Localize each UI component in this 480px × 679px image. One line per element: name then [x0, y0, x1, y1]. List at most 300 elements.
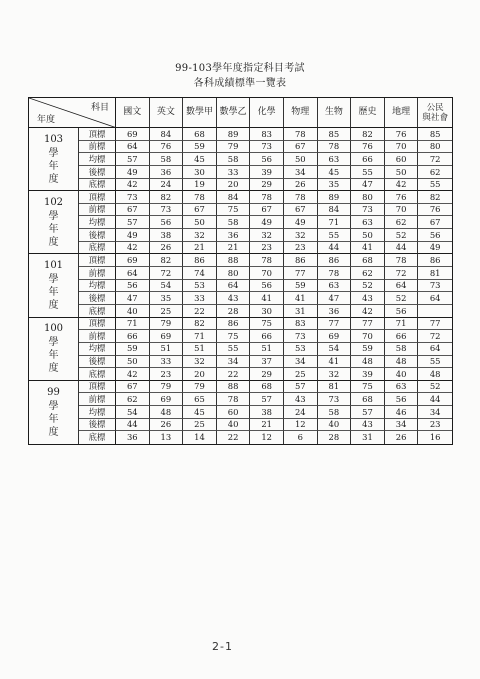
score-cell: 32: [183, 229, 217, 242]
score-standards-table: [28, 97, 453, 445]
score-cell: 84: [150, 128, 184, 141]
score-cell: 56: [250, 153, 284, 166]
year-label: [29, 381, 79, 444]
score-cell: 73: [250, 141, 284, 154]
score-cell: 79: [150, 381, 184, 394]
score-cell: 42: [385, 179, 419, 192]
score-cell: 43: [351, 419, 385, 432]
score-cell: 24: [284, 406, 318, 419]
standard-label: 前標: [79, 204, 116, 217]
score-cell: 77: [418, 318, 452, 331]
score-cell: 78: [284, 191, 318, 204]
score-cell: 55: [418, 356, 452, 369]
standard-label: 均標: [79, 280, 116, 293]
score-cell: 66: [116, 330, 150, 343]
score-cell: 67: [284, 141, 318, 154]
score-cell: 66: [250, 330, 284, 343]
score-cell: 41: [284, 292, 318, 305]
score-cell: 63: [351, 216, 385, 229]
subject-header: 生物: [318, 98, 352, 128]
score-cell: 75: [217, 330, 251, 343]
score-cell: 82: [150, 191, 184, 204]
score-cell: 26: [385, 431, 419, 444]
score-cell: 36: [116, 431, 150, 444]
score-cell: 42: [116, 368, 150, 381]
score-cell: 49: [116, 229, 150, 242]
year-label-char: 度: [48, 173, 59, 185]
score-cell: 23: [250, 242, 284, 255]
score-cell: 82: [418, 191, 452, 204]
score-cell: 57: [116, 153, 150, 166]
score-cell: 72: [150, 267, 184, 280]
score-cell: 63: [318, 280, 352, 293]
score-cell: 40: [318, 419, 352, 432]
score-cell: 21: [250, 419, 284, 432]
standard-label: 前標: [79, 141, 116, 154]
score-cell: 50: [385, 166, 419, 179]
score-cell: 70: [385, 204, 419, 217]
score-cell: 82: [150, 254, 184, 267]
standard-label: 均標: [79, 343, 116, 356]
score-cell: 50: [183, 216, 217, 229]
score-cell: 52: [385, 292, 419, 305]
score-cell: 57: [116, 216, 150, 229]
score-cell: 52: [418, 381, 452, 394]
score-cell: 28: [318, 431, 352, 444]
score-cell: 58: [217, 216, 251, 229]
score-cell: 78: [217, 393, 251, 406]
year-label-char: 年: [48, 413, 59, 425]
score-cell: 69: [116, 128, 150, 141]
score-cell: 62: [418, 166, 452, 179]
score-cell: 57: [250, 393, 284, 406]
score-cell: 20: [217, 179, 251, 192]
year-label-char: 度: [48, 426, 59, 438]
score-cell: 42: [116, 179, 150, 192]
score-cell: 54: [318, 343, 352, 356]
score-cell: 76: [418, 204, 452, 217]
score-cell: 78: [250, 191, 284, 204]
score-cell: 34: [385, 419, 419, 432]
score-cell: 56: [418, 229, 452, 242]
score-cell: 56: [116, 280, 150, 293]
score-cell: 88: [217, 254, 251, 267]
score-cell: 64: [116, 267, 150, 280]
score-cell: 63: [318, 153, 352, 166]
score-cell: 40: [116, 305, 150, 318]
score-cell: 41: [351, 242, 385, 255]
score-cell: 33: [150, 356, 184, 369]
document-title: 99-103學年度指定科目考試: [175, 63, 305, 74]
year-number: 101: [43, 259, 64, 271]
standard-label: 頂標: [79, 381, 116, 394]
score-cell: 36: [217, 229, 251, 242]
score-cell: 23: [150, 368, 184, 381]
score-cell: 12: [284, 419, 318, 432]
standard-label: 底標: [79, 179, 116, 192]
score-cell: 76: [150, 141, 184, 154]
score-cell: 67: [284, 204, 318, 217]
score-cell: 75: [217, 204, 251, 217]
score-cell: 55: [418, 179, 452, 192]
score-cell: 78: [284, 128, 318, 141]
score-cell: 35: [318, 179, 352, 192]
score-cell: 69: [150, 330, 184, 343]
score-cell: 49: [250, 216, 284, 229]
score-cell: 32: [318, 368, 352, 381]
score-cell: 48: [150, 406, 184, 419]
score-cell: 38: [150, 229, 184, 242]
standard-label: 底標: [79, 431, 116, 444]
score-cell: 43: [284, 393, 318, 406]
score-cell: 51: [150, 343, 184, 356]
score-cell: 50: [284, 153, 318, 166]
score-cell: 67: [116, 204, 150, 217]
subject-header-line: 與社會: [422, 112, 449, 123]
score-cell: 52: [385, 229, 419, 242]
subject-header: 國文: [116, 98, 150, 128]
year-label-char: 度: [48, 236, 59, 248]
score-cell: 14: [183, 431, 217, 444]
score-cell: 73: [150, 204, 184, 217]
subject-header: 數學乙: [217, 98, 251, 128]
score-cell: 56: [385, 393, 419, 406]
score-cell: 73: [116, 191, 150, 204]
score-cell: 32: [183, 356, 217, 369]
score-cell: 62: [385, 216, 419, 229]
year-number: 100: [43, 323, 64, 335]
score-cell: [418, 305, 452, 318]
year-label-char: 年: [48, 350, 59, 362]
score-cell: 70: [351, 330, 385, 343]
score-cell: 75: [250, 318, 284, 331]
score-cell: 44: [418, 393, 452, 406]
score-cell: 78: [318, 141, 352, 154]
standard-label: 後標: [79, 166, 116, 179]
standard-label: 前標: [79, 393, 116, 406]
score-cell: 67: [183, 204, 217, 217]
score-cell: 19: [183, 179, 217, 192]
score-cell: 22: [183, 305, 217, 318]
score-cell: 54: [150, 280, 184, 293]
score-cell: 12: [250, 431, 284, 444]
score-cell: 86: [418, 254, 452, 267]
score-cell: 86: [217, 318, 251, 331]
score-cell: 25: [284, 368, 318, 381]
score-cell: 72: [418, 330, 452, 343]
year-number: 103: [43, 133, 64, 145]
table-corner-header: [29, 98, 116, 128]
subject-header-line: 公民: [426, 102, 444, 113]
corner-year-label: 年度: [37, 115, 56, 125]
score-cell: 62: [116, 393, 150, 406]
score-cell: 64: [418, 343, 452, 356]
year-label-char: 年: [48, 286, 59, 298]
score-cell: 59: [183, 141, 217, 154]
subject-header: 英文: [150, 98, 184, 128]
score-cell: 47: [116, 292, 150, 305]
score-cell: 48: [418, 368, 452, 381]
score-cell: 31: [284, 305, 318, 318]
score-cell: 48: [351, 356, 385, 369]
score-cell: 59: [351, 343, 385, 356]
year-label-char: 學: [48, 400, 59, 412]
score-cell: 67: [116, 381, 150, 394]
document-subtitle: 各科成績標準一覽表: [193, 78, 287, 89]
score-cell: 31: [351, 431, 385, 444]
score-cell: 42: [116, 242, 150, 255]
score-cell: 81: [318, 381, 352, 394]
year-label-char: 度: [48, 299, 59, 311]
score-cell: 68: [183, 128, 217, 141]
score-cell: 59: [116, 343, 150, 356]
score-cell: 57: [351, 406, 385, 419]
score-cell: 49: [116, 166, 150, 179]
score-cell: 65: [183, 393, 217, 406]
score-cell: 44: [116, 419, 150, 432]
standard-label: 後標: [79, 356, 116, 369]
score-cell: 45: [183, 153, 217, 166]
score-cell: 54: [116, 406, 150, 419]
score-cell: 64: [116, 141, 150, 154]
score-cell: 43: [351, 292, 385, 305]
score-cell: 34: [284, 166, 318, 179]
score-cell: 73: [318, 393, 352, 406]
score-cell: 44: [385, 242, 419, 255]
score-cell: 83: [284, 318, 318, 331]
score-cell: 63: [385, 381, 419, 394]
score-cell: 50: [351, 229, 385, 242]
score-cell: 21: [183, 242, 217, 255]
score-cell: 67: [418, 216, 452, 229]
score-cell: 79: [150, 318, 184, 331]
score-cell: 58: [318, 406, 352, 419]
year-label: [29, 128, 79, 191]
score-cell: 73: [351, 204, 385, 217]
score-cell: 23: [284, 242, 318, 255]
corner-subject-label: 科目: [90, 103, 109, 113]
score-cell: 53: [284, 343, 318, 356]
standard-label: 底標: [79, 368, 116, 381]
score-cell: 67: [250, 204, 284, 217]
score-cell: 84: [217, 191, 251, 204]
score-cell: 51: [183, 343, 217, 356]
score-cell: 20: [183, 368, 217, 381]
score-cell: 70: [385, 141, 419, 154]
score-cell: 36: [150, 166, 184, 179]
score-cell: 55: [351, 166, 385, 179]
score-cell: 42: [351, 305, 385, 318]
score-cell: 78: [183, 191, 217, 204]
score-cell: 26: [284, 179, 318, 192]
standard-label: 頂標: [79, 318, 116, 331]
score-cell: 80: [351, 191, 385, 204]
score-cell: 72: [385, 267, 419, 280]
score-cell: 26: [150, 242, 184, 255]
score-cell: 29: [250, 179, 284, 192]
standard-label: 均標: [79, 216, 116, 229]
score-cell: 25: [183, 419, 217, 432]
score-cell: 43: [217, 292, 251, 305]
score-cell: 77: [284, 267, 318, 280]
standard-label: 底標: [79, 305, 116, 318]
score-cell: 80: [418, 141, 452, 154]
score-cell: 66: [351, 153, 385, 166]
score-cell: 75: [351, 381, 385, 394]
page-number: 2-1: [212, 640, 233, 653]
score-cell: 34: [217, 356, 251, 369]
score-cell: 33: [217, 166, 251, 179]
score-cell: 22: [217, 431, 251, 444]
score-cell: 64: [217, 280, 251, 293]
score-cell: 37: [250, 356, 284, 369]
score-cell: 82: [351, 128, 385, 141]
score-cell: 58: [385, 343, 419, 356]
score-cell: 45: [318, 166, 352, 179]
score-cell: 24: [150, 179, 184, 192]
standard-label: 底標: [79, 242, 116, 255]
standard-label: 頂標: [79, 191, 116, 204]
standard-label: 後標: [79, 419, 116, 432]
score-cell: 47: [318, 292, 352, 305]
year-label-char: 學: [48, 147, 59, 159]
score-cell: 77: [351, 318, 385, 331]
score-cell: 73: [284, 330, 318, 343]
score-cell: 44: [318, 242, 352, 255]
score-cell: 89: [318, 191, 352, 204]
score-cell: 59: [284, 280, 318, 293]
score-cell: 86: [318, 254, 352, 267]
score-cell: 88: [217, 381, 251, 394]
standard-label: 前標: [79, 267, 116, 280]
score-cell: 83: [250, 128, 284, 141]
score-cell: 56: [385, 305, 419, 318]
score-cell: 29: [250, 368, 284, 381]
score-cell: 71: [318, 216, 352, 229]
score-cell: 86: [284, 254, 318, 267]
standard-label: 頂標: [79, 128, 116, 141]
score-cell: 85: [418, 128, 452, 141]
score-cell: 26: [150, 419, 184, 432]
score-cell: 13: [150, 431, 184, 444]
score-cell: 36: [318, 305, 352, 318]
score-cell: 68: [250, 381, 284, 394]
score-cell: 86: [183, 254, 217, 267]
standard-label: 前標: [79, 330, 116, 343]
subject-header: 化學: [250, 98, 284, 128]
score-cell: 56: [150, 216, 184, 229]
score-cell: 79: [217, 141, 251, 154]
score-cell: 53: [183, 280, 217, 293]
standard-label: 均標: [79, 153, 116, 166]
score-cell: 71: [385, 318, 419, 331]
year-label-char: 度: [48, 363, 59, 375]
subject-header: 地理: [385, 98, 419, 128]
year-label-char: 學: [48, 337, 59, 349]
score-cell: 84: [318, 204, 352, 217]
year-label-char: 年: [48, 160, 59, 172]
score-cell: 51: [250, 343, 284, 356]
score-cell: 16: [429, 432, 441, 443]
score-cell: 70: [250, 267, 284, 280]
score-cell: 47: [351, 179, 385, 192]
score-cell: 21: [217, 242, 251, 255]
standard-label: 均標: [79, 406, 116, 419]
subject-header: 物理: [284, 98, 318, 128]
score-cell: 52: [351, 280, 385, 293]
score-cell: 40: [217, 419, 251, 432]
year-label-char: 學: [48, 273, 59, 285]
score-cell: 32: [284, 229, 318, 242]
year-number: 99: [47, 386, 60, 398]
score-cell: 58: [150, 153, 184, 166]
score-cell: 41: [250, 292, 284, 305]
score-cell: 78: [250, 254, 284, 267]
score-cell: 76: [385, 128, 419, 141]
score-cell: 69: [150, 393, 184, 406]
score-cell: 41: [318, 356, 352, 369]
score-cell: 76: [385, 191, 419, 204]
score-cell: 33: [183, 292, 217, 305]
score-cell: 69: [318, 330, 352, 343]
score-cell: 23: [418, 419, 452, 432]
score-cell: 74: [183, 267, 217, 280]
score-cell: 60: [385, 153, 419, 166]
score-cell: 49: [284, 216, 318, 229]
score-cell: 40: [385, 368, 419, 381]
score-cell: 25: [150, 305, 184, 318]
year-label: [29, 191, 79, 254]
subject-header: 數學甲: [183, 98, 217, 128]
year-label: [29, 318, 79, 381]
score-cell: 78: [385, 254, 419, 267]
score-cell: 55: [217, 343, 251, 356]
year-label-char: 年: [48, 223, 59, 235]
score-cell: 30: [250, 305, 284, 318]
score-cell: 22: [217, 368, 251, 381]
score-cell: 48: [385, 356, 419, 369]
year-number: 102: [43, 196, 64, 208]
score-cell: 35: [150, 292, 184, 305]
score-cell: 34: [418, 406, 452, 419]
score-cell: 89: [217, 128, 251, 141]
year-label-char: 學: [48, 210, 59, 222]
score-cell: 69: [116, 254, 150, 267]
score-cell: 6: [284, 431, 318, 444]
subject-header: [418, 98, 452, 128]
score-cell: 34: [284, 356, 318, 369]
subject-header: 歷史: [351, 98, 385, 128]
score-cell: 58: [217, 153, 251, 166]
score-cell: 85: [318, 128, 352, 141]
score-cell: 28: [217, 305, 251, 318]
score-cell: 32: [250, 229, 284, 242]
score-cell: 64: [385, 280, 419, 293]
score-cell: 79: [183, 381, 217, 394]
score-cell: 62: [351, 267, 385, 280]
score-cell: 71: [183, 330, 217, 343]
standard-label: 後標: [79, 292, 116, 305]
score-cell: 55: [318, 229, 352, 242]
score-cell: 77: [318, 318, 352, 331]
score-cell: 50: [116, 356, 150, 369]
standard-label: 後標: [79, 229, 116, 242]
score-cell: 38: [250, 406, 284, 419]
score-cell: 81: [418, 267, 452, 280]
score-cell: 46: [385, 406, 419, 419]
score-cell: 73: [418, 280, 452, 293]
score-cell: 78: [318, 267, 352, 280]
